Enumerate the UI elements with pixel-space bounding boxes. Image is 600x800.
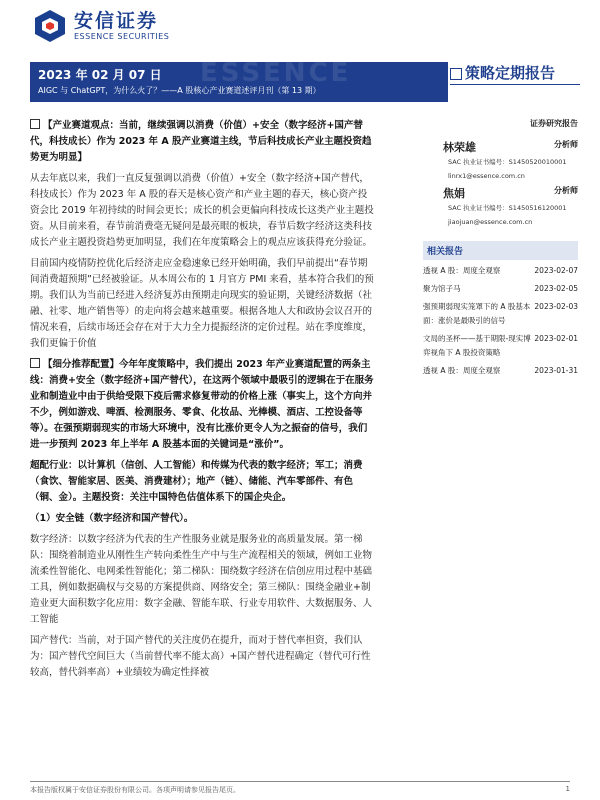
logo-name-cn: 安信证券 xyxy=(74,10,159,32)
related-reports-heading: 相关报告 xyxy=(423,241,578,260)
header-divider xyxy=(450,84,580,85)
sidebar xyxy=(423,118,578,378)
related-report[interactable] xyxy=(423,264,578,278)
analyst-name: 林荣雄 xyxy=(443,141,476,154)
report-subtitle: AIGC 与 ChatGPT，为什么火了？——A 股核心产业赛道述评月刊（第 13 期） xyxy=(38,86,321,95)
related-report[interactable] xyxy=(423,364,578,378)
analyst-email[interactable]: jiaojuan@essence.com.cn xyxy=(448,218,533,226)
page-number: 1 xyxy=(565,785,570,793)
square-icon xyxy=(450,68,462,80)
analyst-role: 分析师 xyxy=(554,186,578,195)
banner-watermark: ESSENCE xyxy=(200,62,352,88)
report-date: 2023 年 02 月 07 日 xyxy=(38,68,162,82)
title-banner xyxy=(30,62,448,102)
related-report-title: 聚为馆子马 xyxy=(423,284,461,293)
paragraph-economy: 目前国内疫情防控优化后经济走应金稳速象已经开始明确，我们早前提出“春节期间消费超预期”已经被验证。从本周公布的 1 月官方 PMI 来看，基本符合我们的预期。我们认为当前已经进入经济复苏由预期走向现实的验证期，关键经济数据（社融、社零、地产销售等）的走向将会越来越重要。根据各地人大和政协会议召开的情况来看，后续市场还会存在对于大力全力提振经济的定价过程。站在季度维度，我们更偏于价值 xyxy=(30,258,374,349)
section-heading-view: 【产业赛道观点：当前，继续强调以消费（价值）+安全（数字经济+国产替代，科技成长）作为 2023 年 A 股产业赛道主线，节后科技成长产业主题投资趋势更为明显】 xyxy=(30,120,372,163)
section-heading-allocation: 【细分推荐配置】今年年度策略中，我们提出 2023 年产业赛道配置的两条主线：消费+安全（数字经济+国产替代），在这两个领域中最吸引的逻辑在于在服务业和制造业中由于供给受限下疫后需求修复带动的价格上涨（事实上，这个方向并不少，例如游戏、啤酒、检测服务、零食、化妆品、光棒模、酒店、工控设备等等）。在强预期弱现实的市场大环境中，没有比涨价更令人为之振奋的信号，我们进一步预判 2023 年上半年 A 股基本面的关键词是“涨价”。 xyxy=(30,359,374,450)
main-content xyxy=(30,118,375,686)
brand-logo xyxy=(32,8,169,44)
report-type xyxy=(450,62,580,84)
logo-name-en: ESSENCE SECURITIES xyxy=(74,32,170,41)
analyst-license: SAC 执业证书编号：S1450516120001 xyxy=(448,204,567,212)
related-report-date: 2023-02-03 xyxy=(534,302,578,311)
related-report[interactable] xyxy=(423,282,578,296)
page-footer xyxy=(30,781,570,795)
paragraph-overweight: 超配行业：以计算机（信创、人工智能）和传媒为代表的数字经济；军工；消费（食饮、智能家居、医美、消费建材）；地产（链）、储能、汽车零部件、有色（铜、金）。主题投资：关注中国特色估值体系下的国企央企。 xyxy=(30,460,363,503)
paragraph-domestic-substitution: 国产替代：当前，对于国产替代的关注度仍在提升，而对于替代率担资，我们认为：国产替代空间巨大（当前替代率不能太高）+国产替代进程确定（替代可行性较高，替代斜率高）+业绩较为确定性择被 xyxy=(30,635,371,678)
analyst-card xyxy=(423,185,578,229)
checkbox-icon xyxy=(30,119,40,129)
analyst-name: 焦娟 xyxy=(443,187,465,200)
related-report[interactable] xyxy=(423,332,578,360)
paragraph-digital-economy: 数字经济：以数字经济为代表的生产性服务业就是服务业的高质量发展。第一梯队：围绕着制造业从刚性生产转向柔性生产中与生产流程相关的领域，例如工业物流柔性智能化、电网柔性智能化；第二梯队：围绕数字经济在信创应用过程中基础工具，例如数据确权与交易的方案提供商、网络安全；第三梯队：围绕金融业+制造业更大面积数字化应用：数字金融、智能车联、行业专用软件、大数据服务、人工智能 xyxy=(30,534,373,625)
report-type-label: 策略定期报告 xyxy=(465,64,556,82)
related-report-date: 2023-01-31 xyxy=(534,366,578,375)
related-report-title: 透视 A 股：周度全观察 xyxy=(423,366,501,375)
research-report-label: 证券研究报告 xyxy=(530,119,578,128)
related-report-title: 透视 A 股：周度全观察 xyxy=(423,266,501,275)
related-report-title: 文局的圣杯——基于期限-现实博弈视角下 A 股投资策略 xyxy=(423,334,531,357)
related-report-date: 2023-02-01 xyxy=(534,334,578,343)
related-report-title: 强预期弱现实笼罩下的 A 股基本面：涨价是最吸引的信号 xyxy=(423,302,531,325)
analyst-role: 分析师 xyxy=(554,140,578,149)
related-report-date: 2023-02-05 xyxy=(534,284,578,293)
analyst-license: SAC 执业证书编号：S1450520010001 xyxy=(448,158,567,166)
subheading-security-chain: （1）安全链（数字经济和国产替代）。 xyxy=(30,513,194,524)
footer-disclaimer: 本报告版权属于安信证券股份有限公司。各项声明请参见报告尾页。 xyxy=(30,786,240,794)
paragraph-overview: 从去年底以来，我们一直反复强调以消费（价值）+安全（数字经济+国产替代，科技成长）作为 2023 年 A 股的春天是核心资产和产业主题的春天，核心资产投资会比 2019 年初持续的时间会更长；成长的机会更偏向科技成长这类产业主题投资。从目前来看，春节前消费毫无疑问是最亮眼的板块，春节后数字经济这类科技成长产业主题投资趋势更加明显，我们在年度策略会上的观点应该获得充分验证。 xyxy=(30,173,374,248)
analyst-card xyxy=(423,139,578,183)
related-report[interactable] xyxy=(423,300,578,328)
analyst-email[interactable]: linrx1@essence.com.cn xyxy=(448,172,525,180)
related-report-date: 2023-02-07 xyxy=(534,266,578,275)
checkbox-icon xyxy=(30,358,40,368)
logo-mark-icon xyxy=(32,8,68,44)
